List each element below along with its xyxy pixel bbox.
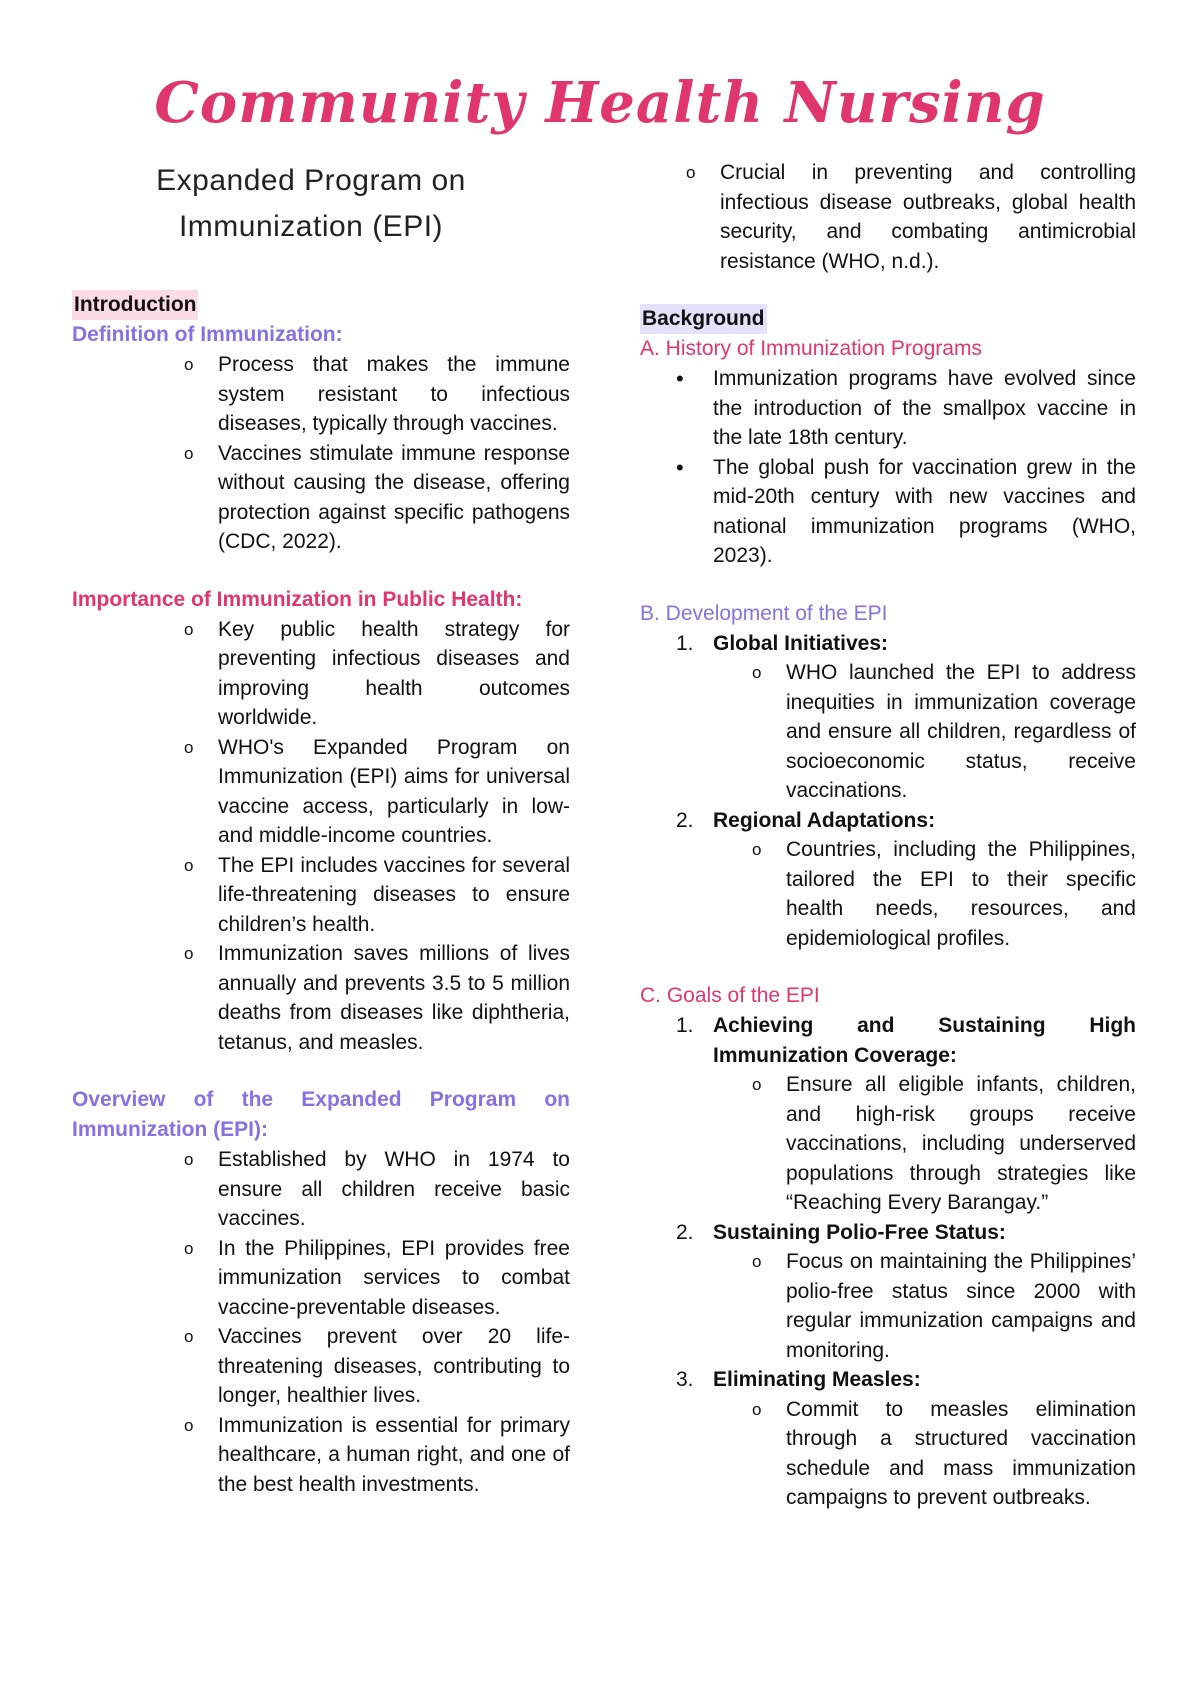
topic-title-line2: Immunization (EPI) bbox=[178, 210, 444, 243]
item-number: 1. bbox=[676, 631, 694, 655]
definition-list bbox=[72, 350, 570, 557]
importance-list bbox=[72, 615, 570, 1058]
list-item: o The EPI includes vaccines for several life-threatening diseases to ensure children’s health. bbox=[72, 851, 570, 940]
left-column bbox=[72, 158, 570, 1499]
item-label: Achieving and Sustaining High Immunization Coverage: bbox=[713, 1014, 1136, 1067]
numbered-item bbox=[640, 1218, 1136, 1366]
importance-heading: Importance of Immunization in Public Health: bbox=[72, 587, 523, 611]
list-item: o Immunization saves millions of lives annually and prevents 3.5 to 5 million deaths from diseases like diphtheria, tetanus, and measles. bbox=[72, 939, 570, 1057]
numbered-item bbox=[640, 1011, 1136, 1218]
topic-title bbox=[72, 158, 570, 250]
item-number: 2. bbox=[676, 1220, 694, 1244]
numbered-item bbox=[640, 806, 1136, 954]
history-list bbox=[640, 364, 1136, 571]
numbered-item bbox=[640, 629, 1136, 806]
continued-list bbox=[574, 158, 1136, 276]
background-label: Background bbox=[640, 304, 767, 334]
list-item: o Established by WHO in 1974 to ensure all children receive basic vaccines. bbox=[72, 1145, 570, 1234]
list-item: o Process that makes the immune system resistant to infectious diseases, typically through vaccines. bbox=[72, 350, 570, 439]
development-list bbox=[640, 629, 1136, 954]
list-item: • The global push for vaccination grew in the mid-20th century with new vaccines and national immunization programs (WHO, 2023). bbox=[640, 453, 1136, 571]
numbered-item bbox=[640, 1365, 1136, 1513]
list-item: o Vaccines prevent over 20 life-threatening diseases, contributing to longer, healthier lives. bbox=[72, 1322, 570, 1411]
overview-list bbox=[72, 1145, 570, 1499]
list-item: o Countries, including the Philippines, tailored the EPI to their specific health needs, resources, and epidemiological profiles. bbox=[713, 835, 1136, 953]
introduction-label: Introduction bbox=[72, 290, 198, 320]
list-item: o Crucial in preventing and controlling infectious disease outbreaks, global health security, and combating antimicrobial resistance (WHO, n.d.). bbox=[574, 158, 1136, 276]
goals-heading: C. Goals of the EPI bbox=[640, 984, 820, 1007]
topic-title-line1: Expanded Program on bbox=[156, 164, 466, 197]
list-item: o Ensure all eligible infants, children, and high-risk groups receive vaccinations, including underserved populations through strategies like “Reaching Every Barangay.” bbox=[713, 1070, 1136, 1218]
overview-heading: Overview of the Expanded Program on Immunization (EPI): bbox=[72, 1088, 570, 1141]
list-item: o Vaccines stimulate immune response without causing the disease, offering protection against specific pathogens (CDC, 2022). bbox=[72, 439, 570, 557]
list-item: o Commit to measles elimination through a structured vaccination schedule and mass immunization campaigns to prevent outbreaks. bbox=[713, 1395, 1136, 1513]
item-label: Eliminating Measles: bbox=[713, 1368, 921, 1391]
list-item: o Key public health strategy for preventing infectious diseases and improving health outcomes worldwide. bbox=[72, 615, 570, 733]
history-heading: A. History of Immunization Programs bbox=[640, 337, 982, 360]
definition-heading: Definition of Immunization: bbox=[72, 323, 343, 346]
goals-list bbox=[640, 1011, 1136, 1513]
document-title: Community Health Nursing bbox=[154, 70, 1046, 136]
list-item: • Immunization programs have evolved since the introduction of the smallpox vaccine in the late 18th century. bbox=[640, 364, 1136, 453]
list-item: o In the Philippines, EPI provides free immunization services to combat vaccine-preventable diseases. bbox=[72, 1234, 570, 1323]
list-item: o Immunization is essential for primary healthcare, a human right, and one of the best health investments. bbox=[72, 1411, 570, 1500]
right-column bbox=[640, 158, 1136, 1513]
item-label: Regional Adaptations: bbox=[713, 808, 936, 832]
list-item: o WHO launched the EPI to address inequities in immunization coverage and ensure all children, regardless of socioeconomic status, receive vaccinations. bbox=[713, 658, 1136, 806]
item-number: 3. bbox=[676, 1368, 694, 1391]
item-number: 2. bbox=[676, 808, 694, 832]
item-label: Global Initiatives: bbox=[713, 631, 889, 655]
item-label: Sustaining Polio-Free Status: bbox=[713, 1220, 1006, 1244]
item-number: 1. bbox=[676, 1014, 694, 1037]
list-item: o Focus on maintaining the Philippines’ polio-free status since 2000 with regular immunization campaigns and monitoring. bbox=[713, 1247, 1136, 1365]
development-heading: B. Development of the EPI bbox=[640, 601, 888, 625]
list-item: o WHO's Expanded Program on Immunization (EPI) aims for universal vaccine access, particularly in low- and middle-income countries. bbox=[72, 733, 570, 851]
